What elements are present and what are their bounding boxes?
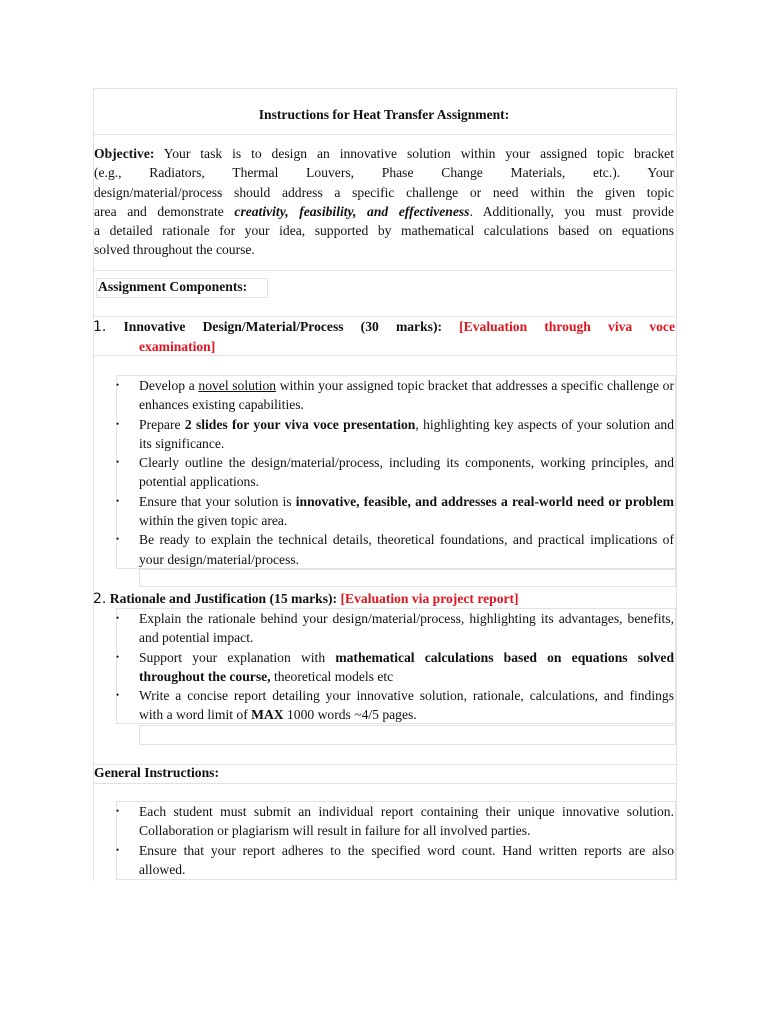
section2-number: 2. xyxy=(93,591,107,607)
objective-line: area and demonstrate creativity, feasibility, and effectiveness. Additionally, you must provide xyxy=(94,203,674,219)
spacer-box xyxy=(139,569,676,587)
list-item: • Ensure that your solution is innovative, feasible, and addresses a real-world need or problem within the given topic area. xyxy=(116,493,674,529)
list-item: • Clearly outline the design/material/process, including its components, working principles, and potential applications. xyxy=(116,455,674,490)
objective-line: a detailed rationale for your idea, supported by mathematical calculations based on equations xyxy=(94,223,674,239)
list-item: • Ensure that your report adheres to the specified word count. Hand written reports are also allowed. xyxy=(116,842,674,877)
list-item: • Write a concise report detailing your innovative solution, rationale, calculations, and findings with a word limit of MAX 1000 words ~4/5 pages. xyxy=(116,688,674,723)
objective-line: Objective: Your task is to design an innovative solution within your assigned topic bracket xyxy=(94,146,674,161)
section2-title: Rationale and Justification (15 marks): xyxy=(109,591,338,606)
section2-list xyxy=(116,609,674,725)
section1-number: 1. xyxy=(93,319,107,335)
list-item: • Prepare 2 slides for your viva voce presentation, highlighting key aspects of your solution and its significance. xyxy=(116,416,674,451)
list-item: • Each student must submit an individual report containing their unique innovative solution. Collaboration or plagiarism will result in failure for all involved parties. xyxy=(116,804,674,839)
page-title: Instructions for Heat Transfer Assignment: xyxy=(258,107,510,122)
section1-eval-cont: examination] xyxy=(139,339,216,354)
objective-label: Objective: xyxy=(94,146,155,161)
section1-title: Innovative Design/Material/Process (30 marks): xyxy=(123,319,442,334)
rule xyxy=(93,134,675,135)
section2-eval: [Evaluation via project report] xyxy=(340,591,519,606)
section1-heading xyxy=(93,317,675,357)
objective-line: solved throughout the course. xyxy=(94,242,255,258)
objective-line: design/material/process should address a specific challenge or need within the given topic xyxy=(94,184,674,200)
objective-paragraph xyxy=(94,144,674,260)
list-item: • Develop a novel solution within your assigned topic bracket that addresses a specific challenge or enhances existing capabilities. xyxy=(116,378,674,413)
section2-heading xyxy=(93,589,519,609)
general-heading: General Instructions: xyxy=(94,765,219,780)
section1-list xyxy=(116,376,674,569)
components-heading: Assignment Components: xyxy=(98,279,248,294)
list-item: • Support your explanation with mathematical calculations based on equations solved throughout the course, theoretical models etc xyxy=(116,649,674,684)
general-list xyxy=(116,802,674,879)
rule xyxy=(93,270,675,271)
spacer-box xyxy=(139,725,676,745)
objective-line: (e.g., Radiators, Thermal Louvers, Phase Change Materials, etc.). Your xyxy=(94,165,674,181)
section1-eval: [Evaluation through viva voce xyxy=(459,319,675,334)
list-item: • Explain the rationale behind your design/material/process, highlighting its advantages, benefits, and potential impact. xyxy=(116,611,674,646)
list-item: • Be ready to explain the technical details, theoretical foundations, and practical implications of your design/material/process. xyxy=(116,532,674,567)
